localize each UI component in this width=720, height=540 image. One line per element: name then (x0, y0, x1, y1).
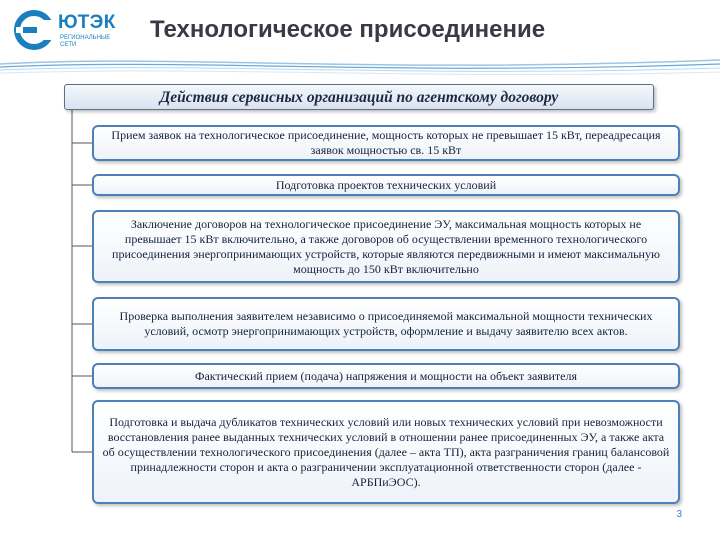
step-node-6: Подготовка и выдача дубликатов технических условий или новых технических условий при невозможности восстановления ранее выданных технических условий в отношении ранее присоединенных ЭУ, а также акта об осуществлении технологического присоединения (далее – акта ТП), акта разграничения границ балансовой принадлежности сторон и акта о разграничении эксплуатационной ответственности сторон (далее - АРБПиЭОС). (92, 400, 680, 504)
page-number: 3 (676, 509, 682, 520)
slide-title: Технологическое присоединение (150, 16, 546, 43)
step-node-1: Прием заявок на технологическое присоединение, мощность которых не превышает 15 кВт, переадресация заявок мощностью св. 15 кВт (92, 125, 680, 161)
step-node-3: Заключение договоров на технологическое присоединение ЭУ, максимальная мощность которых не превышает 15 кВт включительно, а также договоров об осуществлении временного технологического присоединения энергопринимающих устройств, которые являются передвижными и имеют максимальную мощность до 150 кВт включительно (92, 210, 680, 283)
logo-name: ЮТЭК (58, 12, 116, 33)
diagram-root-node: Действия сервисных организаций по агентскому договору (64, 84, 654, 110)
step-node-2: Подготовка проектов технических условий (92, 174, 680, 196)
step-node-4: Проверка выполнения заявителем независимо о присоединяемой максимальной мощности технических условий, осмотр энергопринимающих устройств, оформление и выдачу заявителю всех актов. (92, 297, 680, 351)
logo-subtitle: РЕГИОНАЛЬНЫЕ СЕТИ (60, 35, 111, 48)
step-node-5: Фактический прием (подача) напряжения и мощности на объект заявителя (92, 363, 680, 389)
